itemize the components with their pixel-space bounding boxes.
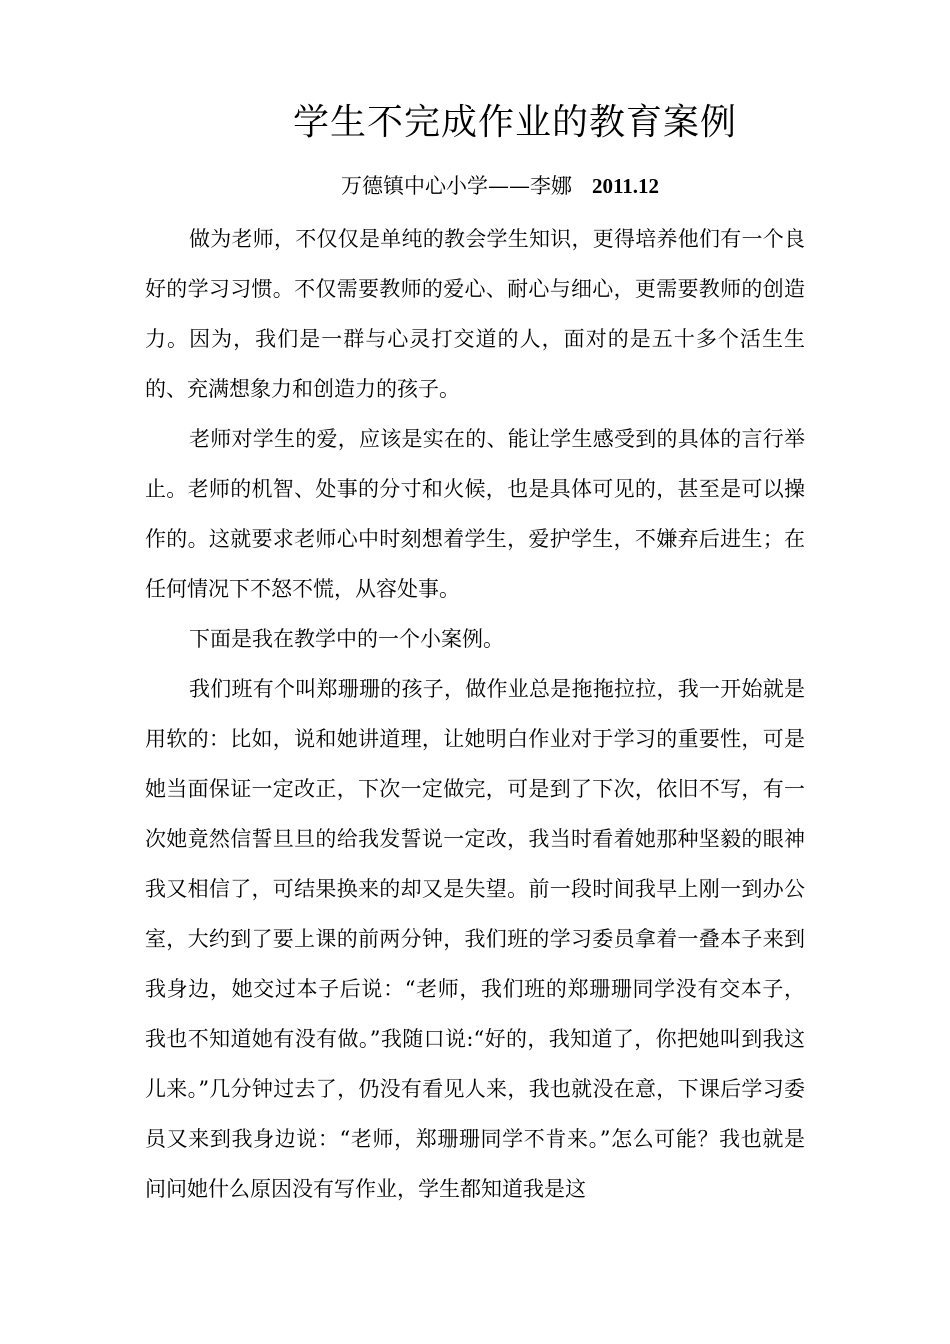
document-subtitle <box>0 170 950 202</box>
paragraph-2: 老师对学生的爱，应该是实在的、能让学生感受到的具体的言行举止。老师的机智、处事的分寸和火候，也是具体可见的，甚至是可以操作的。这就要求老师心中时刻想着学生，爱护学生，不嫌弃后进生；在任何情况下不怒不慌，从容处事。 <box>145 427 805 601</box>
paragraph-4: 我们班有个叫郑珊珊的孩子，做作业总是拖拖拉拉，我一开始就是用软的：比如，说和她讲道理，让她明白作业对于学习的重要性，可是她当面保证一定改正，下次一定做完，可是到了下次，依旧不写，有一次她竟然信誓旦旦的给我发誓说一定改，我当时看着她那种坚毅的眼神我又相信了，可结果换来的却又是失望。前一段时间我早上刚一到办公室，大约到了要上课的前两分钟，我们班的学习委员拿着一叠本子来到我身边，她交过本子后说：“老师，我们班的郑珊珊同学没有交本子，我也不知道她有没有做。”我随口说:“好的，我知道了，你把她叫到我这儿来。”几分钟过去了，仍没有看见人来，我也就没在意，下课后学习委员又来到我身边说：“老师，郑珊珊同学不肯来。”怎么可能？我也就是问问她什么原因没有写作业，学生都知道我是这 <box>145 677 805 1201</box>
paragraph-3: 下面是我在教学中的一个小案例。 <box>189 627 504 651</box>
author-line: 万德镇中心小学——李娜 <box>340 174 572 198</box>
document-title: 学生不完成作业的教育案例 <box>292 102 737 143</box>
document-date: 2011.12 <box>591 174 660 198</box>
document-body <box>145 214 805 1214</box>
paragraph-1: 做为老师，不仅仅是单纯的教会学生知识，更得培养他们有一个良好的学习习惯。不仅需要教师的爱心、耐心与细心，更需要教师的创造力。因为，我们是一群与心灵打交道的人，面对的是五十多个活生生的、充满想象力和创造力的孩子。 <box>145 227 805 401</box>
